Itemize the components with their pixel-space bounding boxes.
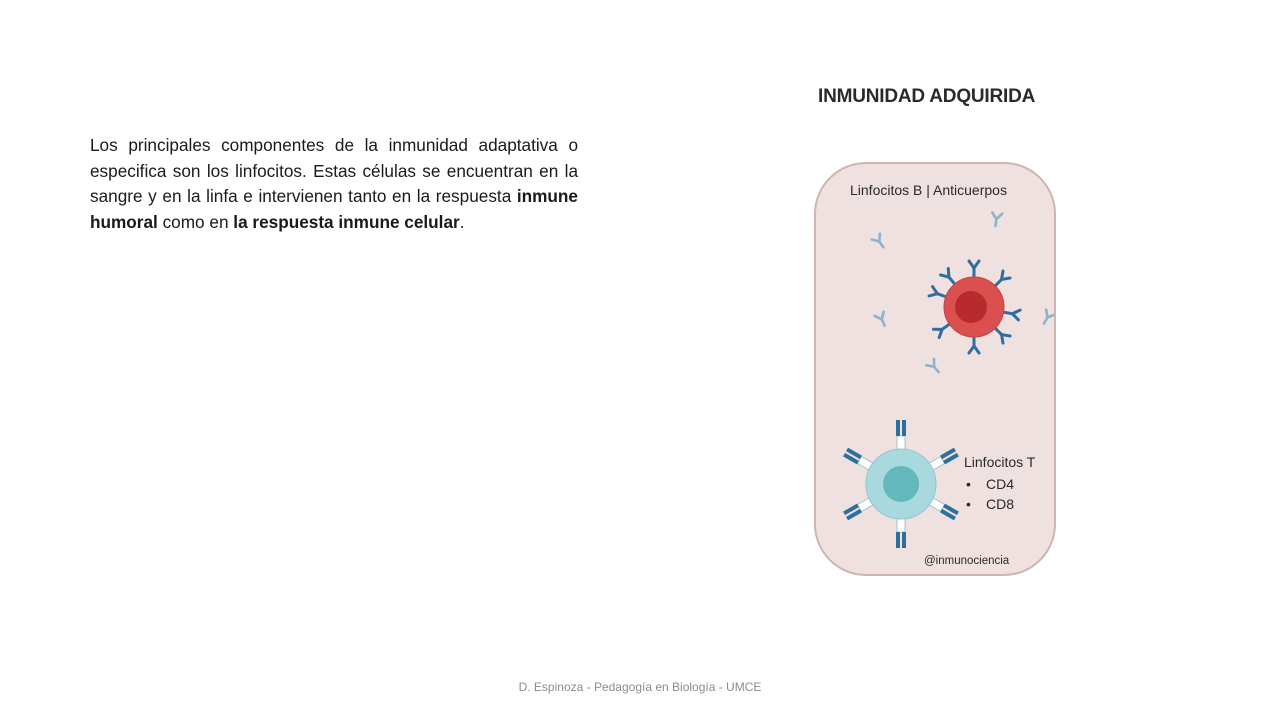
b-cells-label: Linfocitos B | Anticuerpos — [850, 182, 1007, 198]
list-item: • CD8 — [964, 494, 1014, 514]
immunity-figure-card — [814, 162, 1056, 576]
paragraph-text-2: como en — [157, 211, 234, 232]
paragraph-bold-celular: la respuesta inmune celular — [233, 211, 460, 232]
paragraph-text-3: . — [459, 211, 465, 232]
paragraph-text-1: Los principales componentes de la inmunidad adaptativa o especifica son los linfocitos. Estas células se encuentran en la sangre y en la linfa e intervienen tanto en la respuesta — [90, 135, 578, 206]
paragraph-bold-humoral: inmune humoral — [90, 186, 578, 232]
credit-handle: @inmunociencia — [924, 555, 1010, 567]
b-cell-icon — [929, 261, 1020, 353]
t-cells-label: Linfocitos T — [964, 454, 1036, 470]
immunity-illustration — [816, 164, 1056, 576]
t-cell-icon — [843, 420, 959, 548]
slide-footer: D. Espinoza - Pedagogía en Biología - UMCE — [518, 680, 762, 694]
figure-title: INMUNIDAD ADQUIRIDA — [818, 86, 1036, 107]
list-item: • CD4 — [964, 474, 1014, 494]
body-paragraph — [90, 133, 578, 235]
t-cell-types-list — [964, 474, 1014, 514]
